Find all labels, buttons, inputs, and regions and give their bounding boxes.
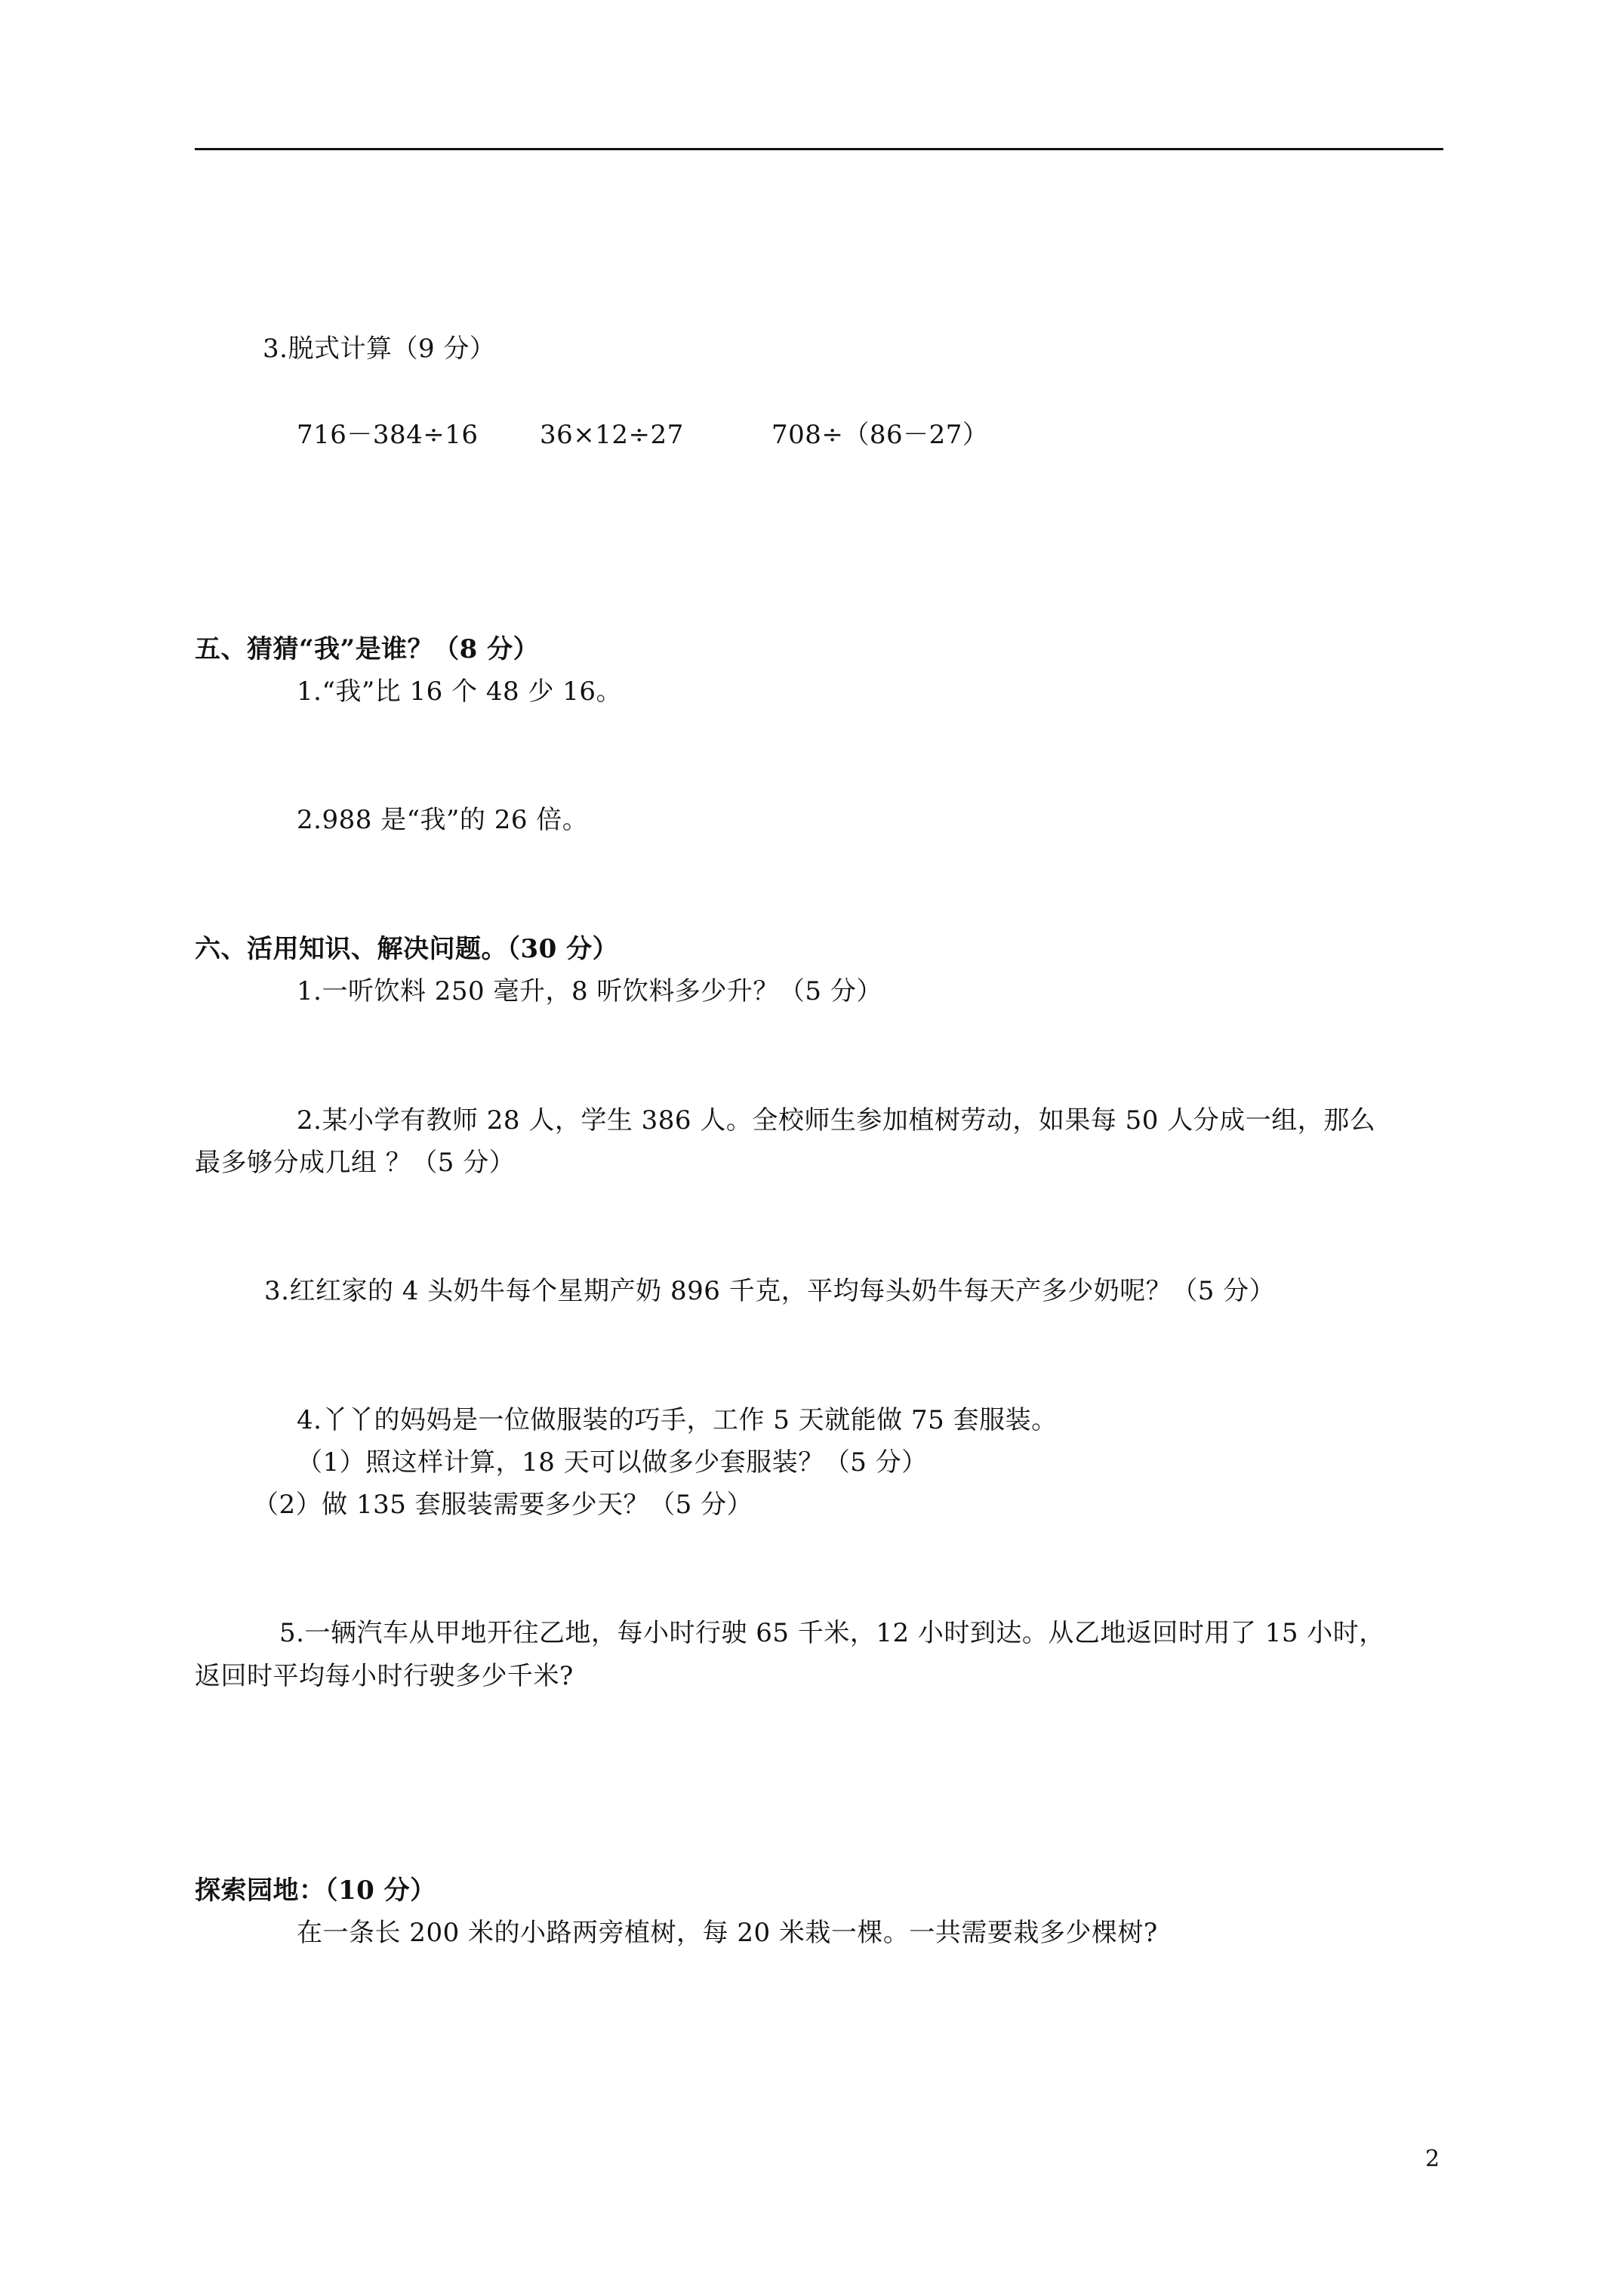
section6-heading: 六、活用知识、解决问题。（30 分） — [195, 934, 619, 964]
section6-q5-line2: 返回时平均每小时行驶多少千米? — [195, 1661, 574, 1691]
section6-q1: 1.一听饮料 250 毫升，8 听饮料多少升？（5 分） — [297, 976, 882, 1006]
section6-q2-line2: 最多够分成几组 ？（5 分） — [195, 1148, 516, 1178]
section5-q2: 2.988 是“我”的 26 倍。 — [297, 805, 589, 835]
calc-expr-3: 708÷（86－27） — [771, 420, 989, 450]
page-number: 2 — [1425, 2146, 1440, 2172]
section5-heading: 五、猜猜“我”是谁？（8 分） — [195, 634, 540, 664]
header-rule — [195, 148, 1443, 150]
calc-expr-1: 716－384÷16 — [297, 420, 479, 450]
explore-question: 在一条长 200 米的小路两旁植树，每 20 米栽一棵。一共需要栽多少棵树? — [297, 1918, 1158, 1948]
calc-expr-2: 36×12÷27 — [540, 420, 684, 450]
section6-q4-sub2: （2）做 135 套服装需要多少天？（5 分） — [253, 1490, 753, 1520]
section6-q5-line1: 5.一辆汽车从甲地开往乙地，每小时行驶 65 千米，12 小时到达。从乙地返回时用了 15 小时， — [279, 1618, 1385, 1648]
explore-heading: 探索园地：（10 分） — [195, 1875, 436, 1906]
calc-heading: 3.脱式计算（9 分） — [263, 334, 496, 364]
section6-q3: 3.红红家的 4 头奶牛每个星期产奶 896 千克，平均每头奶牛每天产多少奶呢？（5 分） — [264, 1276, 1276, 1306]
section6-q2-line1: 2.某小学有教师 28 人，学生 386 人。全校师生参加植树劳动，如果每 50 人分成一组，那么 — [297, 1105, 1376, 1136]
section6-q4: 4.丫丫的妈妈是一位做服装的巧手，工作 5 天就能做 75 套服装。 — [297, 1405, 1058, 1435]
section5-q1: 1.“我”比 16 个 48 少 16。 — [297, 676, 623, 707]
section6-q4-sub1: （1）照这样计算，18 天可以做多少套服装？（5 分） — [297, 1447, 928, 1478]
